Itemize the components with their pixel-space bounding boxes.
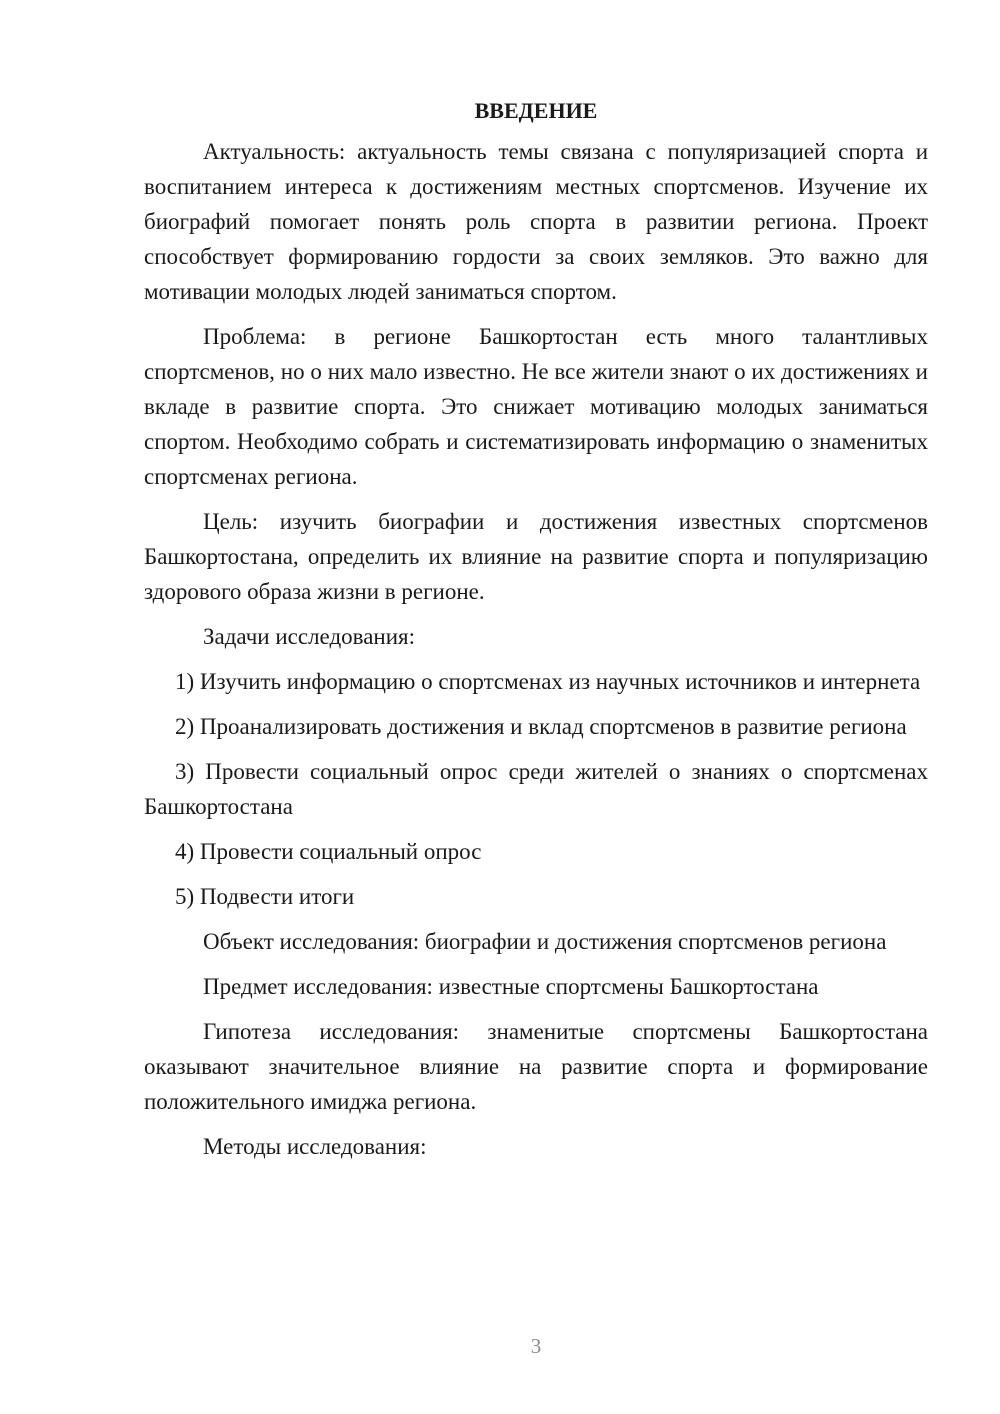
page-number: 3: [530, 1334, 542, 1358]
research-object-paragraph: Объект исследования: биографии и достижения спортсменов региона: [203, 929, 887, 954]
task-item-2: 2) Проанализировать достижения и вклад спортсменов в развитие региона: [175, 714, 907, 739]
page-content: [144, 96, 928, 1174]
task-item-4: 4) Провести социальный опрос: [175, 839, 482, 864]
hypothesis-paragraph: Гипотеза исследования: знаменитые спортсмены Башкортостана оказывают значительное влияние на развитие спорта и формирование положительного имиджа региона.: [144, 1019, 928, 1114]
problem-paragraph: Проблема: в регионе Башкортостан есть много талантливых спортсменов, но о них мало известно. Не все жители знают о их достижениях и вкладе в развитие спорта. Это снижает мотивацию молодых заниматься спортом. Необходимо собрать и систематизировать информацию о знаменитых спортсменах региона.: [144, 324, 928, 489]
goal-paragraph: Цель: изучить биографии и достижения известных спортсменов Башкортостана, определить их влияние на развитие спорта и популяризацию здорового образа жизни в регионе.: [144, 509, 928, 604]
task-item-5: 5) Подвести итоги: [175, 884, 355, 909]
relevance-paragraph: Актуальность: актуальность темы связана с популяризацией спорта и воспитанием интереса к достижениям местных спортсменов. Изучение их биографий помогает понять роль спорта в развитии региона. Проект способствует формированию гордости за своих земляков. Это важно для мотивации молодых людей заниматься спортом.: [144, 139, 928, 304]
task-item-1: 1) Изучить информацию о спортсменах из научных источников и интернета: [175, 669, 921, 694]
tasks-title: Задачи исследования:: [203, 624, 416, 649]
task-item-3: 3) Провести социальный опрос среди жителей о знаниях о спортсменах Башкортостана: [144, 759, 928, 819]
methods-title: Методы исследования:: [203, 1134, 427, 1159]
section-heading: ВВЕДЕНИЕ: [474, 98, 598, 123]
research-subject-paragraph: Предмет исследования: известные спортсмены Башкортостана: [203, 974, 819, 999]
